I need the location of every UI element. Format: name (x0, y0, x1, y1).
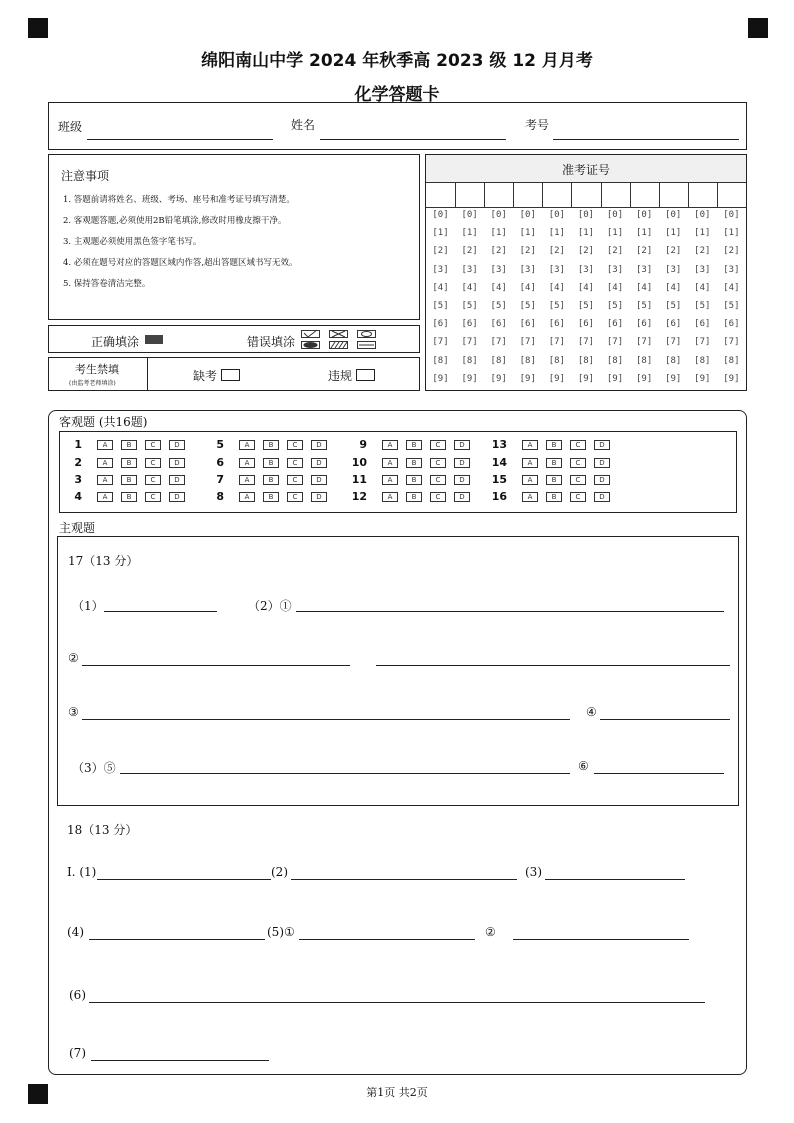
admission-digit-bubble[interactable]: [5] (548, 301, 565, 311)
page-title: 绵阳南山中学 2024 年秋季高 2023 级 12 月月考 (201, 51, 593, 71)
q17-answer-line[interactable] (600, 719, 730, 720)
violation-label: 违规 (328, 369, 353, 383)
option-bubble-b[interactable]: B (121, 440, 137, 450)
option-bubble-a[interactable]: A (97, 492, 113, 502)
notice-title: 注意事项 (61, 169, 110, 183)
admission-digit-bubble[interactable]: [1] (694, 228, 711, 239)
option-bubble-c[interactable]: C (145, 440, 161, 450)
admission-digit-bubble[interactable]: [8] (577, 355, 595, 366)
q18-answer-line[interactable] (91, 1060, 269, 1061)
option-bubble-a[interactable]: A (97, 440, 113, 450)
admission-digit-bubble[interactable]: [3] (490, 264, 507, 275)
admission-digit-bubble[interactable]: [7] (490, 337, 507, 348)
admission-digit-bubble[interactable]: [8] (548, 355, 565, 366)
admission-digit-bubble[interactable]: [9] (548, 373, 565, 384)
option-bubble-b[interactable]: B (406, 492, 422, 502)
admission-digit-bubble[interactable]: [0] (519, 210, 536, 220)
admission-digit-bubble[interactable]: [0] (548, 210, 565, 220)
q17-answer-line[interactable] (82, 719, 570, 720)
option-bubble-a[interactable]: A (522, 440, 538, 450)
option-bubble-a[interactable]: A (97, 458, 113, 468)
q17-answer-line[interactable] (82, 665, 350, 666)
q17-circle4-label: ④ (586, 705, 597, 719)
q18-answer-line[interactable] (513, 939, 689, 940)
admission-number-box (425, 154, 747, 391)
admission-digit-bubble[interactable]: [1] (490, 228, 507, 239)
admission-digit-bubble[interactable]: [3] (665, 264, 682, 275)
admission-digit-input[interactable] (601, 183, 630, 207)
admission-digit-bubble[interactable]: [6] (548, 319, 565, 330)
q17-answer-line[interactable] (120, 773, 570, 774)
admission-digit-bubble[interactable]: [5] (723, 301, 740, 311)
admission-digit-bubble[interactable]: [3] (432, 264, 449, 275)
question-number: 16 (491, 490, 507, 503)
admission-digit-bubble[interactable]: [1] (665, 228, 682, 239)
admission-digit-bubble[interactable]: [8] (635, 355, 653, 366)
q18-i6-label: (6) (69, 988, 86, 1002)
q18-heading: 18（13 分） (67, 823, 138, 837)
subjective-title: 主观题 (59, 521, 96, 535)
q18-i1-label: I. (1) (67, 865, 97, 879)
admission-digit-bubble[interactable]: [5] (577, 301, 595, 311)
option-bubble-b[interactable]: B (546, 492, 562, 502)
option-bubble-d[interactable]: D (169, 440, 185, 450)
admission-digit-bubble[interactable]: [2] (577, 246, 595, 257)
admission-digit-bubble[interactable]: [4] (635, 282, 653, 293)
option-bubble-d[interactable]: D (454, 475, 470, 485)
admission-digit-bubble[interactable]: [3] (606, 264, 624, 275)
question-number: 6 (216, 456, 224, 469)
admission-digit-bubble[interactable]: [7] (665, 337, 682, 348)
admission-digit-bubble[interactable]: [7] (635, 337, 653, 348)
option-bubble-c[interactable]: C (430, 458, 446, 468)
admission-digit-bubble[interactable]: [6] (694, 319, 711, 330)
question-number: 1 (74, 438, 82, 451)
admission-digit-bubble[interactable]: [0] (490, 210, 507, 220)
notice-item: 4. 必须在题号对应的答题区域内作答,超出答题区域书写无效。 (63, 258, 298, 268)
admission-digit-bubble[interactable]: [6] (577, 319, 595, 330)
admission-digit-bubble[interactable]: [4] (723, 282, 740, 293)
admission-digit-bubble[interactable]: [4] (490, 282, 507, 293)
admission-digit-bubble[interactable]: [4] (548, 282, 565, 293)
question-number: 8 (216, 490, 224, 503)
option-bubble-a[interactable]: A (382, 475, 398, 485)
admission-digit-bubble[interactable]: [5] (635, 301, 653, 311)
class-field[interactable] (87, 139, 273, 140)
admission-digit-bubble[interactable]: [1] (635, 228, 653, 239)
option-bubble-b[interactable]: B (406, 440, 422, 450)
option-bubble-d[interactable]: D (594, 458, 610, 468)
admission-digit-bubble[interactable]: [3] (519, 264, 536, 275)
admission-digit-bubble[interactable]: [1] (723, 228, 740, 239)
option-bubble-b[interactable]: B (263, 475, 279, 485)
option-bubble-d[interactable]: D (169, 458, 185, 468)
q18-answer-line[interactable] (97, 879, 271, 880)
page-subtitle: 化学答题卡 (354, 85, 440, 105)
prohibit-title: 考生禁填 (75, 363, 119, 376)
admission-digit-bubble[interactable]: [9] (519, 373, 536, 384)
admission-digit-bubble[interactable]: [9] (461, 373, 478, 384)
admission-digit-bubble[interactable]: [3] (694, 264, 711, 275)
option-bubble-c[interactable]: C (570, 492, 586, 502)
q17-part1-label: （1） (72, 599, 104, 613)
admission-digit-bubble[interactable]: [5] (694, 301, 711, 311)
admission-digit-bubble[interactable]: [8] (723, 355, 740, 366)
admission-digit-input[interactable] (630, 183, 659, 207)
admission-digit-bubble[interactable]: [8] (490, 355, 507, 366)
option-bubble-a[interactable]: A (239, 440, 255, 450)
option-bubble-c[interactable]: C (570, 475, 586, 485)
option-bubble-b[interactable]: B (406, 458, 422, 468)
admission-digit-bubble[interactable]: [0] (606, 210, 624, 220)
option-bubble-d[interactable]: D (454, 492, 470, 502)
prohibit-note: (由监考老师填涂) (69, 380, 116, 387)
option-bubble-c[interactable]: C (570, 440, 586, 450)
q17-answer-line[interactable] (594, 773, 724, 774)
candidate-prohibit-box (48, 357, 420, 391)
wrong-fill-samples-icon (301, 329, 381, 351)
option-bubble-b[interactable]: B (406, 475, 422, 485)
admission-digit-bubble[interactable]: [6] (635, 319, 653, 330)
option-bubble-b[interactable]: B (121, 492, 137, 502)
option-bubble-d[interactable]: D (311, 475, 327, 485)
objective-grid (60, 432, 736, 512)
admission-digit-bubble[interactable]: [0] (665, 210, 682, 220)
admission-digit-bubble[interactable]: [2] (694, 246, 711, 257)
registration-mark-top-right (748, 18, 768, 38)
option-bubble-d[interactable]: D (594, 475, 610, 485)
absent-checkbox[interactable] (221, 369, 240, 381)
admission-digit-bubble[interactable]: [7] (548, 337, 565, 348)
admission-grid (426, 155, 746, 392)
name-field[interactable] (320, 139, 506, 140)
question-number: 3 (74, 473, 82, 486)
admission-digit-bubble[interactable]: [1] (606, 228, 624, 239)
admission-digit-input[interactable] (455, 183, 484, 207)
admission-digit-input[interactable] (659, 183, 688, 207)
option-bubble-b[interactable]: B (263, 492, 279, 502)
option-bubble-b[interactable]: B (546, 475, 562, 485)
option-bubble-d[interactable]: D (311, 458, 327, 468)
option-bubble-b[interactable]: B (121, 475, 137, 485)
question-number: 13 (491, 438, 507, 451)
correct-fill-label: 正确填涂 (91, 335, 140, 349)
admission-digit-bubble[interactable]: [0] (723, 210, 740, 220)
option-bubble-c[interactable]: C (430, 440, 446, 450)
option-bubble-b[interactable]: B (121, 458, 137, 468)
admission-digit-bubble[interactable]: [9] (665, 373, 682, 384)
option-bubble-a[interactable]: A (382, 492, 398, 502)
q18-answer-line[interactable] (545, 879, 685, 880)
admission-digit-bubble[interactable]: [0] (694, 210, 711, 220)
student-info-box (48, 102, 747, 150)
class-label: 班级 (58, 120, 83, 134)
admission-digit-bubble[interactable]: [6] (432, 319, 449, 330)
option-bubble-a[interactable]: A (522, 492, 538, 502)
option-bubble-c[interactable]: C (287, 492, 303, 502)
question-number: 15 (491, 473, 507, 486)
admission-digit-bubble[interactable]: [6] (606, 319, 624, 330)
q17-circle2-label: ② (68, 651, 79, 665)
question-number: 5 (216, 438, 224, 451)
admission-digit-bubble[interactable]: [7] (519, 337, 536, 348)
option-bubble-a[interactable]: A (522, 458, 538, 468)
fill-example-box (48, 325, 420, 353)
admission-digit-bubble[interactable]: [5] (461, 301, 478, 311)
admission-digit-bubble[interactable]: [3] (548, 264, 565, 275)
option-bubble-d[interactable]: D (311, 492, 327, 502)
q18-answer-line[interactable] (299, 939, 475, 940)
option-bubble-c[interactable]: C (145, 492, 161, 502)
admission-digit-bubble[interactable]: [0] (635, 210, 653, 220)
question-number: 7 (216, 473, 224, 486)
question-number: 12 (351, 490, 367, 503)
option-bubble-c[interactable]: C (570, 458, 586, 468)
admission-digit-bubble[interactable]: [2] (665, 246, 682, 257)
question-number: 11 (351, 473, 367, 486)
option-bubble-c[interactable]: C (287, 440, 303, 450)
wrong-fill-label: 错误填涂 (247, 335, 296, 349)
q18-i7-label: (7) (69, 1046, 86, 1060)
admission-digit-bubble[interactable]: [7] (694, 337, 711, 348)
admission-digit-bubble[interactable]: [1] (548, 228, 565, 239)
option-bubble-b[interactable]: B (263, 458, 279, 468)
admission-digit-bubble[interactable]: [6] (461, 319, 478, 330)
admission-digit-bubble[interactable]: [5] (606, 301, 624, 311)
option-bubble-d[interactable]: D (169, 475, 185, 485)
question-number: 14 (491, 456, 507, 469)
admission-digit-bubble[interactable]: [1] (432, 228, 449, 239)
answer-area-box (48, 410, 747, 1075)
admission-digit-bubble[interactable]: [0] (577, 210, 595, 220)
exam-no-field[interactable] (553, 139, 739, 140)
admission-digit-bubble[interactable]: [4] (432, 282, 449, 293)
admission-digit-bubble[interactable]: [9] (723, 373, 740, 384)
option-bubble-a[interactable]: A (239, 458, 255, 468)
admission-digit-bubble[interactable]: [9] (432, 373, 449, 384)
admission-digit-bubble[interactable]: [6] (665, 319, 682, 330)
option-bubble-c[interactable]: C (430, 492, 446, 502)
admission-digit-bubble[interactable]: [2] (606, 246, 624, 257)
admission-digit-bubble[interactable]: [1] (577, 228, 595, 239)
admission-digit-input[interactable] (571, 183, 600, 207)
admission-digit-bubble[interactable]: [7] (723, 337, 740, 348)
option-bubble-a[interactable]: A (522, 475, 538, 485)
correct-fill-sample-icon (145, 335, 163, 344)
q17-part2-label: （2）① (248, 599, 292, 613)
q17-part3-label: （3）⑤ (72, 761, 116, 775)
admission-digit-bubble[interactable]: [8] (432, 355, 449, 366)
admission-digit-bubble[interactable]: [2] (432, 246, 449, 257)
option-bubble-a[interactable]: A (239, 475, 255, 485)
admission-digit-bubble[interactable]: [8] (519, 355, 536, 366)
admission-digit-bubble[interactable]: [7] (577, 337, 595, 348)
admission-digit-bubble[interactable]: [4] (519, 282, 536, 293)
option-bubble-a[interactable]: A (382, 458, 398, 468)
q18-i4-label: (4) (67, 925, 84, 939)
q18-i3-label: (3) (525, 865, 542, 879)
question-number: 2 (74, 456, 82, 469)
option-bubble-a[interactable]: A (97, 475, 113, 485)
q18-answer-line[interactable] (89, 1002, 705, 1003)
q17-circle6-label: ⑥ (578, 759, 589, 773)
admission-digit-bubble[interactable]: [0] (432, 210, 449, 220)
option-bubble-a[interactable]: A (382, 440, 398, 450)
admission-digit-bubble[interactable]: [2] (519, 246, 536, 257)
option-bubble-b[interactable]: B (546, 458, 562, 468)
q18-i5b-label: ② (485, 925, 496, 939)
admission-digit-bubble[interactable]: [8] (665, 355, 682, 366)
option-bubble-b[interactable]: B (546, 440, 562, 450)
q17-answer-line[interactable] (376, 665, 730, 666)
admission-digit-bubble[interactable]: [4] (461, 282, 478, 293)
page-footer: 第1页 共2页 (366, 1086, 428, 1099)
option-bubble-c[interactable]: C (145, 458, 161, 468)
admission-digit-bubble[interactable]: [7] (461, 337, 478, 348)
admission-digit-bubble[interactable]: [2] (461, 246, 478, 257)
admission-digit-bubble[interactable]: [5] (665, 301, 682, 311)
option-bubble-c[interactable]: C (287, 475, 303, 485)
q17-heading: 17（13 分） (68, 554, 139, 568)
admission-digit-input[interactable] (717, 183, 746, 207)
admission-digit-bubble[interactable]: [5] (432, 301, 449, 311)
name-label: 姓名 (291, 118, 316, 132)
registration-mark-top-left (28, 18, 48, 38)
question-number: 4 (74, 490, 82, 503)
option-bubble-d[interactable]: D (594, 440, 610, 450)
admission-digit-bubble[interactable]: [2] (635, 246, 653, 257)
admission-digit-bubble[interactable]: [9] (577, 373, 595, 384)
admission-digit-bubble[interactable]: [8] (461, 355, 478, 366)
admission-digit-bubble[interactable]: [3] (635, 264, 653, 275)
option-bubble-d[interactable]: D (454, 440, 470, 450)
admission-digit-bubble[interactable]: [7] (432, 337, 449, 348)
admission-digit-bubble[interactable]: [9] (635, 373, 653, 384)
q18-i2-label: (2) (271, 865, 288, 879)
admission-digit-bubble[interactable]: [9] (606, 373, 624, 384)
admission-digit-bubble[interactable]: [8] (606, 355, 624, 366)
option-bubble-a[interactable]: A (239, 492, 255, 502)
admission-digit-bubble[interactable]: [1] (461, 228, 478, 239)
admission-digit-bubble[interactable]: [3] (461, 264, 478, 275)
notice-item: 1. 答题前请将姓名、班级、考场、座号和准考证号填写清楚。 (63, 195, 295, 205)
absent-label: 缺考 (193, 369, 218, 383)
notice-item: 2. 客观题答题,必须使用2B铅笔填涂,修改时用橡皮擦干净。 (63, 216, 287, 226)
option-bubble-d[interactable]: D (311, 440, 327, 450)
q18-i5-label: (5)① (267, 925, 295, 939)
option-bubble-c[interactable]: C (145, 475, 161, 485)
exam-no-label: 考号 (525, 118, 550, 132)
option-bubble-b[interactable]: B (263, 440, 279, 450)
admission-digit-input[interactable] (542, 183, 571, 207)
admission-digit-bubble[interactable]: [4] (694, 282, 711, 293)
q17-box (57, 536, 739, 806)
admission-digit-bubble[interactable]: [7] (606, 337, 624, 348)
q17-circle3-label: ③ (68, 705, 79, 719)
admission-digit-bubble[interactable]: [8] (694, 355, 711, 366)
violation-checkbox[interactable] (356, 369, 375, 381)
option-bubble-d[interactable]: D (169, 492, 185, 502)
admission-digit-bubble[interactable]: [2] (490, 246, 507, 257)
admission-digit-bubble[interactable]: [1] (519, 228, 536, 239)
admission-digit-bubble[interactable]: [6] (519, 319, 536, 330)
question-number: 10 (351, 456, 367, 469)
admission-digit-bubble[interactable]: [0] (461, 210, 478, 220)
admission-title: 准考证号 (561, 163, 610, 177)
divider (147, 358, 148, 390)
q17-answer-line[interactable] (296, 611, 724, 612)
q18-answer-line[interactable] (291, 879, 517, 880)
admission-digit-bubble[interactable]: [5] (490, 301, 507, 311)
q18-answer-line[interactable] (89, 939, 265, 940)
admission-digit-input[interactable] (484, 183, 513, 207)
objective-title: 客观题 (共16题) (59, 415, 148, 429)
admission-digit-input[interactable] (688, 183, 717, 207)
admission-digit-bubble[interactable]: [9] (694, 373, 711, 384)
admission-digit-bubble[interactable]: [2] (723, 246, 740, 257)
admission-digit-bubble[interactable]: [6] (723, 319, 740, 330)
notice-box (48, 154, 420, 320)
notice-item: 5. 保持答卷清洁完整。 (63, 279, 151, 289)
admission-digit-input[interactable] (513, 183, 542, 207)
question-number: 9 (359, 438, 367, 451)
admission-digit-bubble[interactable]: [4] (577, 282, 595, 293)
admission-digit-bubble[interactable]: [4] (665, 282, 682, 293)
admission-digit-bubble[interactable]: [4] (606, 282, 624, 293)
option-bubble-d[interactable]: D (454, 458, 470, 468)
admission-digit-bubble[interactable]: [3] (577, 264, 595, 275)
admission-digit-bubble[interactable]: [9] (490, 373, 507, 384)
notice-item: 3. 主观题必须使用黑色签字笔书写。 (63, 237, 202, 247)
objective-grid-box (59, 431, 737, 513)
admission-digit-bubble[interactable]: [5] (519, 301, 536, 311)
option-bubble-c[interactable]: C (430, 475, 446, 485)
admission-digit-bubble[interactable]: [6] (490, 319, 507, 330)
q17-answer-line[interactable] (104, 611, 217, 612)
admission-digit-bubble[interactable]: [2] (548, 246, 565, 257)
option-bubble-c[interactable]: C (287, 458, 303, 468)
admission-digit-bubble[interactable]: [3] (723, 264, 740, 275)
option-bubble-d[interactable]: D (594, 492, 610, 502)
admission-digit-input[interactable] (426, 183, 455, 207)
